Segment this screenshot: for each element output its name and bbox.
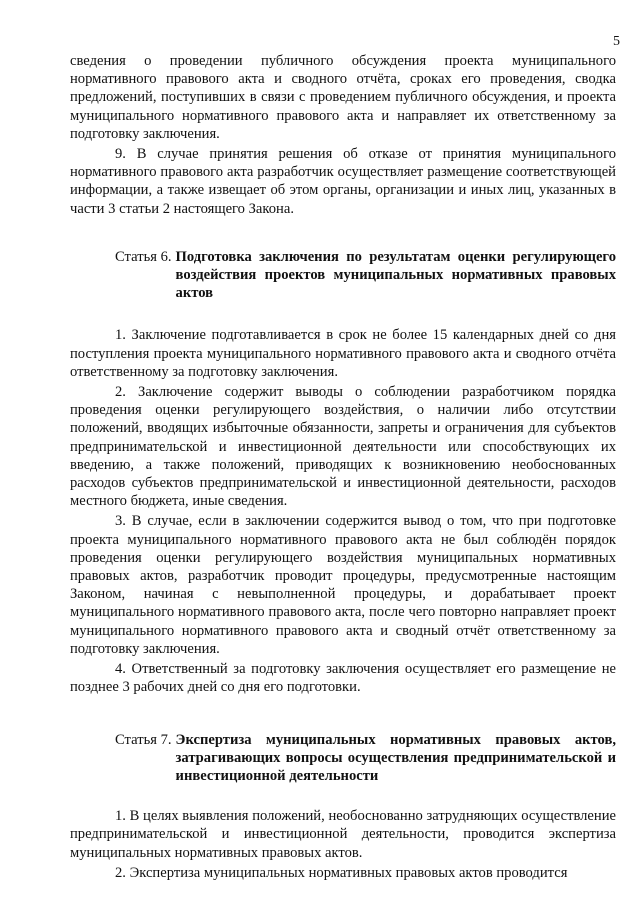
article-6-item-3: 3. В случае, если в заключении содержится вывод о том, что при подготовке проекта муниципального нормативного правового акта не был соблюдён порядок проведения оценки регулирующего воздействия муниципальных нормативных правовых актов, разработчик проводит процедуры, предусмотренные настоящим Законом, начиная с невыполненной процедуры, и дорабатывает проект муниципального нормативного правового акта, после чего повторно направляет проект муниципального нормативного правового акта и сводный отчёт ответственному за подготовку заключения. [70, 513, 616, 657]
paragraph-9: 9. В случае принятия решения об отказе от принятия муниципального нормативного правового акта разработчик осуществляет размещение соответствующей информации, а также извещает об этом органы, организации и иных лиц, указанных в части 3 статьи 2 настоящего Закона. [70, 146, 616, 217]
article-6-item-1: 1. Заключение подготавливается в срок не более 15 календарных дней со дня поступления проекта муниципального нормативного правового акта и сводного отчёта ответственному за подготовку заключения. [70, 327, 616, 380]
article-7-item-2: 2. Экспертиза муниципальных нормативных правовых актов проводится [115, 864, 568, 881]
article-6-item-2: 2. Заключение содержит выводы о соблюдении разработчиком порядка проведения оценки регулирующего воздействия, о наличии либо отсутствии положений, вводящих избыточные обязанности, запреты и ограничения для субъектов предпринимательской и инвестиционной деятельности или способствующих их введению, а также положений, приводящих к возникновению необоснованных расходов субъектов предпринимательской и инвестиционной деятельности, расходов местного бюджета, иные сведения. [70, 384, 616, 510]
paragraph-continuation: сведения о проведении публичного обсуждения проекта муниципального нормативного правового акта и сводного отчёта, сроках его проведения, сводка предложений, поступивших в связи с проведением публичного обсуждения, и проекта муниципального нормативного правового акта и направляет их ответственному за подготовку заключения. [70, 53, 616, 142]
article-6-heading [70, 248, 616, 303]
article-6-label: Статья 6. [115, 248, 172, 265]
document-body [70, 52, 616, 882]
page-number: 5 [613, 34, 620, 49]
article-7-heading [70, 731, 616, 786]
article-7-title: Экспертиза муниципальных нормативных правовых актов, затрагивающих вопросы осуществления предпринимательской и инвестиционной деятельности [175, 731, 616, 784]
article-7-label: Статья 7. [115, 731, 172, 748]
article-6-item-4: 4. Ответственный за подготовку заключения осуществляет его размещение не позднее 3 рабочих дней со дня его подготовки. [70, 661, 616, 696]
article-6-title: Подготовка заключения по результатам оценки регулирующего воздействия проектов муниципальных нормативных правовых актов [175, 248, 616, 302]
article-7-item-1: 1. В целях выявления положений, необоснованно затрудняющих осуществление предпринимательской и инвестиционной деятельности, проводится экспертиза муниципальных нормативных правовых актов. [70, 808, 616, 861]
